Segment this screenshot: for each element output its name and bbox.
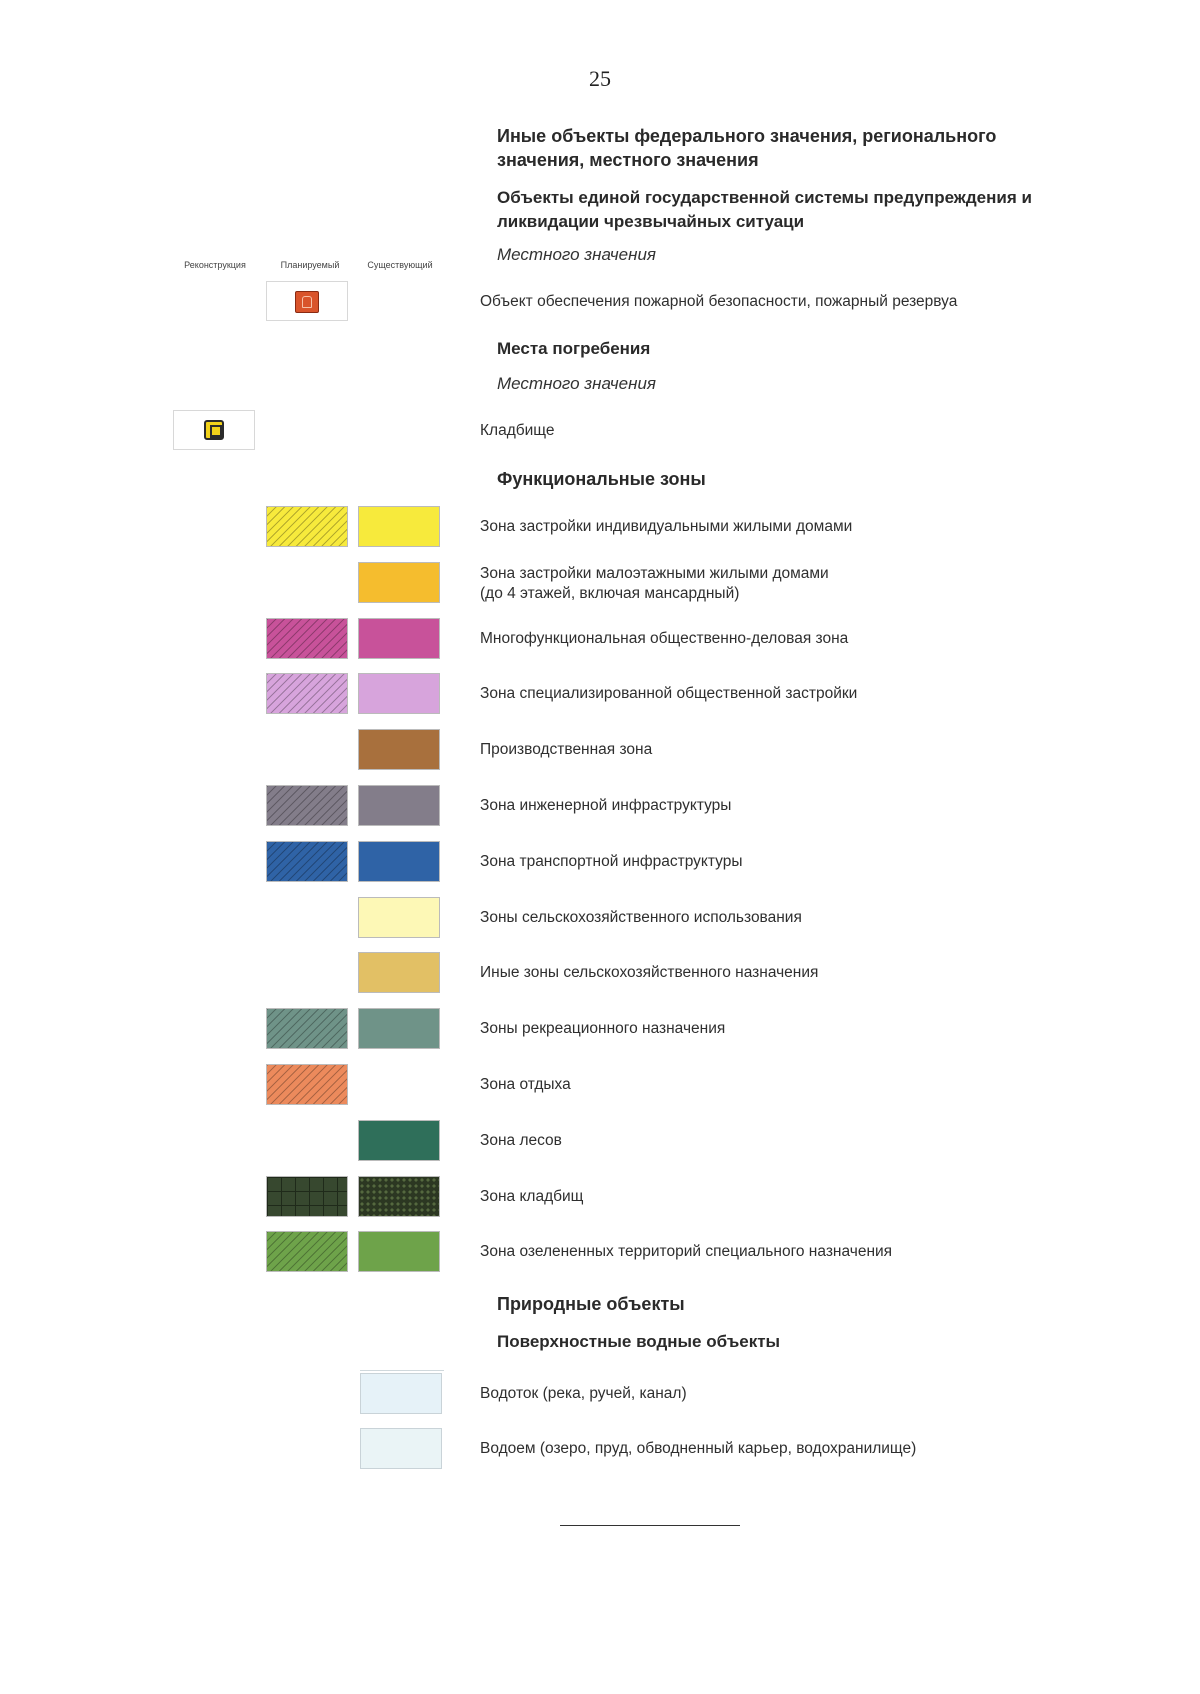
- zone-swatch-existing: [358, 952, 440, 993]
- zone-label: Зона транспортной инфраструктуры: [480, 853, 743, 870]
- zone-label: Иные зоны сельскохозяйственного назначения: [480, 964, 819, 981]
- legend-fire-object: Объект обеспечения пожарной безопасности, пожарный резервуа: [480, 293, 958, 310]
- zone-label: Зона лесов: [480, 1132, 562, 1149]
- zone-label: Зоны сельскохозяйственного использования: [480, 909, 802, 926]
- zone-swatch-existing: [358, 785, 440, 826]
- zone-label: Зона застройки малоэтажными жилыми домами (до 4 этажей, включая мансардный): [480, 565, 829, 602]
- zone-swatch-existing: [358, 1176, 440, 1217]
- column-label-reconstruction: Реконструкция: [184, 260, 246, 270]
- zone-label: Зона специализированной общественной застройки: [480, 685, 858, 702]
- column-label-existing: Существующий: [367, 260, 433, 270]
- heading-surface-water: Поверхностные водные объекты: [497, 1332, 781, 1351]
- zone-swatch-planned: [266, 1231, 348, 1272]
- zone-swatch-planned: [266, 1008, 348, 1049]
- water-label: Водоток (река, ручей, канал): [480, 1385, 687, 1402]
- water-swatch: [360, 1373, 442, 1414]
- zone-label: Многофункциональная общественно-деловая зона: [480, 630, 849, 647]
- fire-object-symbol: [266, 281, 348, 321]
- zone-swatch-existing: [358, 562, 440, 603]
- heading-local-2: Местного значения: [497, 374, 656, 393]
- cemetery-symbol: [173, 410, 255, 450]
- zone-swatch-existing: [358, 841, 440, 882]
- zone-swatch-existing: [358, 1008, 440, 1049]
- heading-local-1: Местного значения: [497, 245, 656, 264]
- zone-label: Зона озелененных территорий специального назначения: [480, 1243, 893, 1260]
- heading-burial: Места погребения: [497, 339, 651, 358]
- zone-swatch-existing: [358, 1120, 440, 1161]
- heading-functional-zones: Функциональные зоны: [497, 469, 706, 489]
- zone-swatch-planned: [266, 785, 348, 826]
- heading-natural-objects: Природные объекты: [497, 1294, 685, 1314]
- zone-swatch-existing: [358, 618, 440, 659]
- water-top-line: [360, 1370, 444, 1371]
- page-number: 25: [589, 66, 611, 91]
- legend-cemetery: Кладбище: [480, 422, 555, 439]
- zone-swatch-existing: [358, 673, 440, 714]
- heading-emergency: Объекты единой государственной системы предупреждения и ликвидации чрезвычайных ситуаци: [497, 188, 1032, 231]
- footer-divider: [560, 1525, 740, 1526]
- water-swatch: [360, 1428, 442, 1469]
- zone-swatch-planned: [266, 841, 348, 882]
- cemetery-icon: [204, 420, 224, 440]
- zone-swatch-existing: [358, 729, 440, 770]
- zone-label: Зона инженерной инфраструктуры: [480, 797, 732, 814]
- zone-label: Зоны рекреационного назначения: [480, 1020, 726, 1037]
- fire-station-icon: [295, 291, 319, 313]
- zone-swatch-planned: [266, 618, 348, 659]
- zone-swatch-existing: [358, 506, 440, 547]
- zone-swatch-planned: [266, 673, 348, 714]
- zone-swatch-existing: [358, 897, 440, 938]
- zone-label: Зона кладбищ: [480, 1188, 584, 1205]
- zone-label: Производственная зона: [480, 741, 653, 758]
- zone-swatch-planned: [266, 506, 348, 547]
- column-label-planned: Планируемый: [280, 260, 340, 270]
- water-label: Водоем (озеро, пруд, обводненный карьер, водохранилище): [480, 1440, 917, 1457]
- zone-swatch-existing: [358, 1231, 440, 1272]
- zone-swatch-planned: [266, 1064, 348, 1105]
- zone-swatch-planned: [266, 1176, 348, 1217]
- heading-other-objects: Иные объекты федерального значения, регионального значения, местного значения: [497, 126, 997, 170]
- zone-label: Зона застройки индивидуальными жилыми домами: [480, 518, 853, 535]
- zone-label: Зона отдыха: [480, 1076, 571, 1093]
